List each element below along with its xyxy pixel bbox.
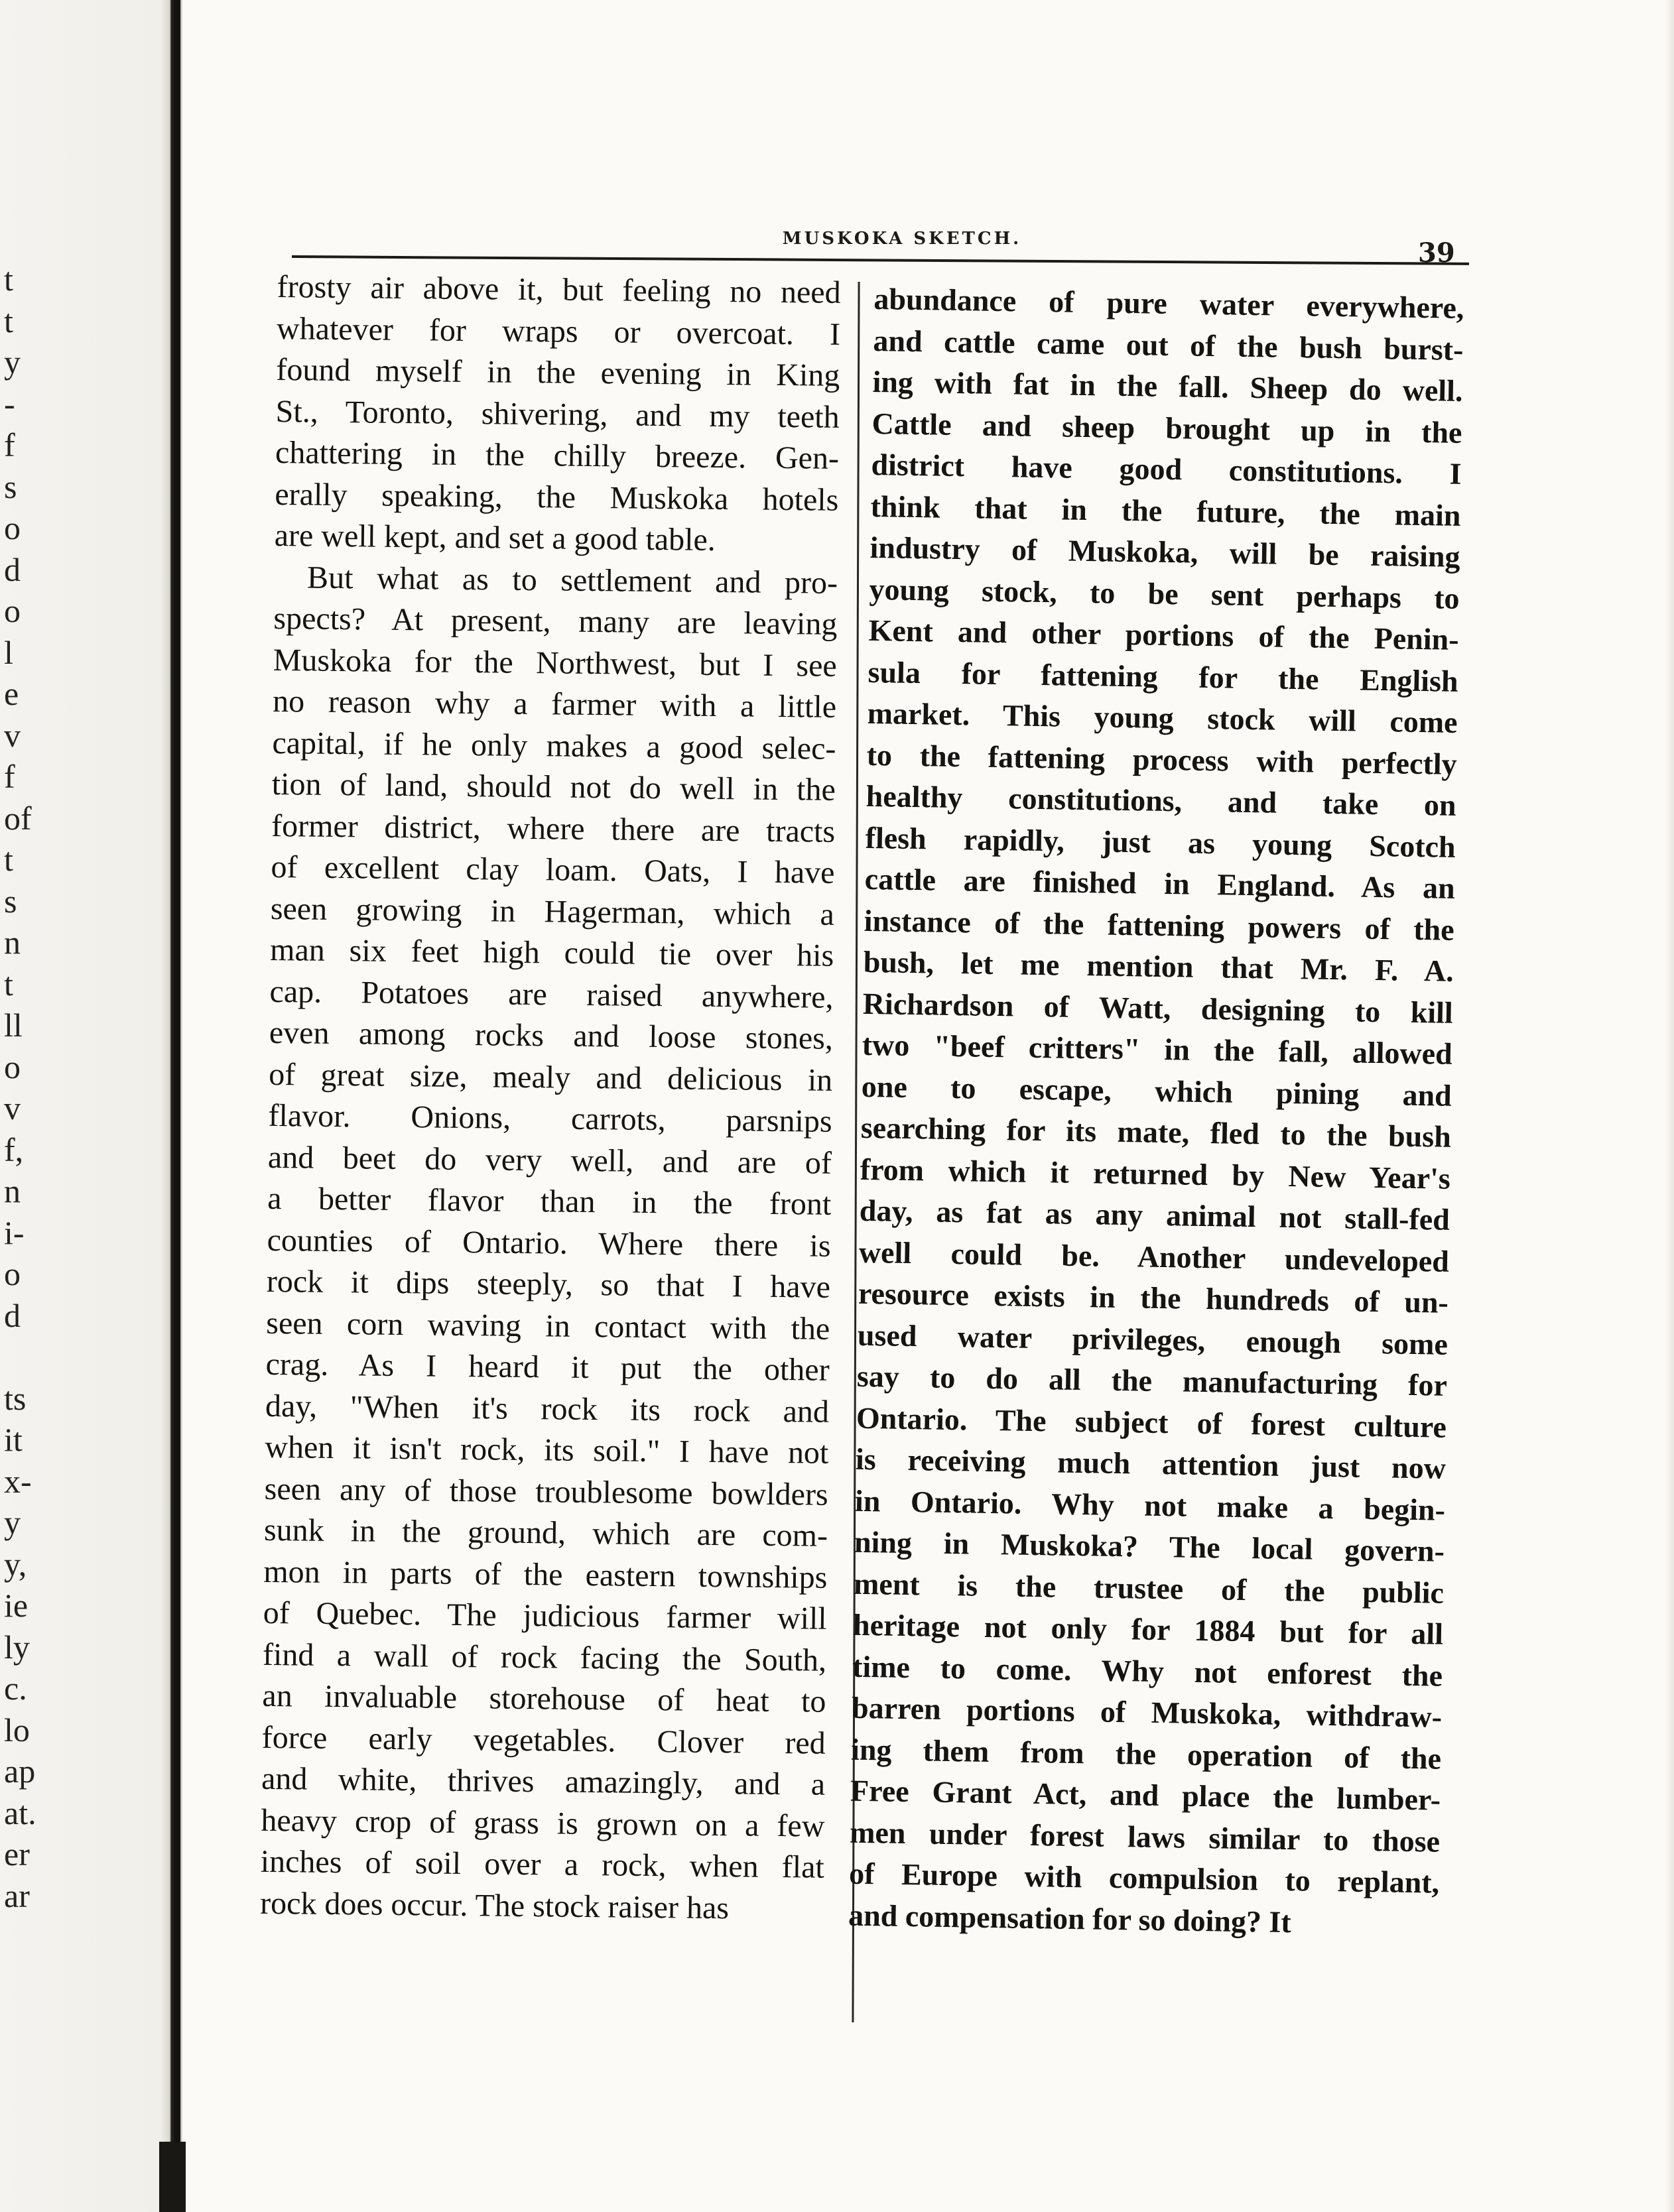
- text-line: even among rocks and loose stones,: [269, 1014, 834, 1056]
- text-line: men under forest laws similar to those: [849, 1815, 1441, 1859]
- text-line: a better flavor than in the front: [267, 1180, 832, 1222]
- text-line: sula for fattening for the English: [868, 654, 1458, 698]
- text-line: rock it dips steeply, so that I have: [266, 1263, 831, 1305]
- bleed-fragment: i-: [4, 1213, 25, 1251]
- text-line: capital, if he only makes a good selec-: [272, 725, 836, 767]
- bleed-fragment: at.: [4, 1794, 36, 1831]
- header-rule: [292, 255, 1469, 265]
- text-line: inches of soil over a rock, when flat: [260, 1843, 825, 1885]
- bleed-fragment: t: [4, 302, 13, 339]
- text-line: to the fattening process with perfectly: [866, 737, 1458, 781]
- spine-bottom-shadow: [159, 2142, 186, 2212]
- text-line: in Ontario. Why not make a begin-: [854, 1483, 1446, 1527]
- bleed-fragment: ie: [4, 1587, 29, 1624]
- text-line: is receiving much attention just now: [855, 1442, 1447, 1485]
- text-line: of Quebec. The judicious farmer will: [263, 1595, 827, 1636]
- text-line: heavy crop of grass is grown on a few: [261, 1802, 825, 1844]
- bleed-fragment: ap: [4, 1752, 36, 1790]
- text-line: tion of land, should not do well in the: [271, 766, 836, 808]
- bleed-fragment: y: [4, 1504, 21, 1541]
- bleed-fragment: v: [4, 1089, 21, 1127]
- bleed-fragment: x-: [4, 1462, 32, 1500]
- text-line: searching for its mate, fled to the bush: [860, 1110, 1452, 1154]
- page-number: 39: [1418, 237, 1455, 269]
- bleed-fragment: v: [4, 716, 21, 754]
- bleed-fragment: t: [4, 841, 13, 878]
- text-line: heritage not only for 1884 but for all: [852, 1607, 1444, 1651]
- text-line: cattle are finished in England. As an: [864, 861, 1456, 905]
- bleed-fragment: d: [4, 1296, 21, 1334]
- bleed-fragment: e: [4, 675, 19, 712]
- text-line: think that in the future, the main: [870, 489, 1461, 532]
- text-line: resource exists in the hundreds of un-: [858, 1276, 1449, 1320]
- text-line: Richardson of Watt, designing to kill: [862, 986, 1454, 1030]
- text-line: one to escape, which pining and: [861, 1069, 1452, 1113]
- bleed-fragment: ll: [4, 1007, 23, 1044]
- text-line: find a wall of rock facing the South,: [262, 1636, 827, 1678]
- bleed-fragment: ly: [4, 1628, 30, 1666]
- text-line: flavor. Onions, carrots, parsnips: [268, 1097, 832, 1139]
- text-line: day, as fat as any animal not stall-fed: [859, 1193, 1450, 1237]
- bleed-fragment: o: [4, 509, 21, 546]
- bleed-fragment: s: [4, 882, 17, 920]
- bleed-fragment: t: [4, 261, 13, 298]
- text-line: counties of Ontario. Where there is: [267, 1222, 831, 1264]
- book-spine-edge: [174, 0, 180, 2212]
- bleed-fragment: o: [4, 1255, 21, 1292]
- text-line: Cattle and sheep brought up in the: [871, 406, 1462, 450]
- bleed-fragment: of: [4, 799, 32, 837]
- text-line: market. This young stock will come: [867, 696, 1458, 739]
- text-line: flesh rapidly, just as young Scotch: [865, 820, 1456, 864]
- text-line: Muskoka for the Northwest, but I see: [273, 642, 838, 684]
- bleed-fragment: f,: [4, 1131, 24, 1168]
- text-line: young stock, to be sent perhaps to: [869, 572, 1460, 615]
- text-line: and white, thrives amazingly, and a: [261, 1760, 826, 1802]
- right-text-column: [848, 278, 1464, 1945]
- bleed-fragment: s: [4, 467, 17, 505]
- text-line: seen growing in Hagerman, which a: [270, 891, 835, 932]
- text-line: ing with fat in the fall. Sheep do well.: [872, 364, 1463, 408]
- bleed-fragment: -: [4, 385, 15, 422]
- text-line: Ontario. The subject of forest culture: [856, 1400, 1447, 1444]
- bleed-fragment: y: [4, 343, 21, 381]
- text-line: frosty air above it, but feeling no need: [277, 269, 841, 310]
- text-line: of excellent clay loam. Oats, I have: [271, 849, 835, 891]
- text-line: day, "When it's rock its rock and: [265, 1388, 830, 1430]
- text-line: rock does occur. The stock raiser has: [259, 1885, 730, 1926]
- text-line: erally speaking, the Muskoka hotels: [275, 476, 839, 518]
- text-line: of Europe with compulsion to replant,: [848, 1856, 1440, 1900]
- bleed-fragment: ts: [4, 1379, 27, 1417]
- bleed-fragment: l: [4, 633, 13, 671]
- text-line: district have good constitutions. I: [871, 447, 1462, 491]
- text-line: say to do all the manufacturing for: [856, 1359, 1448, 1402]
- text-line: Kent and other portions of the Penin-: [868, 613, 1459, 656]
- page-right-edge: [1665, 0, 1674, 2212]
- text-line: ing them from the operation of the: [850, 1732, 1442, 1776]
- text-line: and beet do very well, and are of: [267, 1139, 832, 1181]
- bleed-fragment: n: [4, 924, 21, 961]
- facing-page-bleed-text: [0, 259, 46, 1916]
- text-line: whatever for wraps or overcoat. I: [276, 310, 841, 352]
- text-line: well could be. Another undeveloped: [858, 1235, 1450, 1278]
- text-line: former district, where there are tracts: [271, 808, 836, 849]
- text-line: ment is the trustee of the public: [853, 1566, 1445, 1610]
- bleed-fragment: y,: [4, 1545, 27, 1583]
- text-line: an invaluable storehouse of heat to: [262, 1678, 826, 1719]
- text-line: St., Toronto, shivering, and my teeth: [275, 393, 840, 435]
- text-line: two "beef critters" in the fall, allowed: [862, 1027, 1453, 1071]
- text-line: time to come. Why not enforest the: [852, 1649, 1443, 1693]
- text-line: force early vegetables. Clover red: [261, 1719, 826, 1761]
- bleed-fragment: n: [4, 1172, 21, 1209]
- bleed-fragment: c.: [4, 1670, 27, 1707]
- text-line: abundance of pure water everywhere,: [873, 281, 1464, 325]
- bleed-fragment: f: [4, 758, 15, 795]
- bleed-fragment: o: [4, 1048, 21, 1085]
- text-line: are well kept, and set a good table.: [274, 517, 716, 558]
- text-line: and compensation for so doing? It: [848, 1898, 1292, 1939]
- text-line: found myself in the evening in King: [276, 351, 840, 393]
- text-line: ning in Muskoka? The local govern-: [854, 1524, 1445, 1568]
- text-line: and cattle came out of the bush burst-: [873, 323, 1464, 367]
- text-line: man six feet high could tie over his: [269, 932, 834, 973]
- bleed-fragment: lo: [4, 1711, 30, 1749]
- text-line: healthy constitutions, and take on: [866, 778, 1457, 822]
- text-line: sunk in the ground, which are com-: [263, 1512, 828, 1554]
- bleed-fragment: ar: [4, 1876, 30, 1914]
- text-line: bush, let me mention that Mr. F. A.: [863, 944, 1454, 988]
- text-line: But what as to settlement and pro-: [306, 559, 838, 601]
- text-line: seen corn waving in contact with the: [266, 1305, 830, 1347]
- text-line: cap. Potatoes are raised anywhere,: [269, 973, 834, 1015]
- left-text-column: [260, 267, 841, 1930]
- text-line: industry of Muskoka, will be raising: [869, 530, 1460, 574]
- text-line: no reason why a farmer with a little: [272, 683, 837, 725]
- text-line: crag. As I heard it put the other: [265, 1346, 830, 1388]
- text-line: barren portions of Muskoka, withdraw-: [851, 1690, 1443, 1734]
- text-line: chattering in the chilly breeze. Gen-: [275, 434, 840, 476]
- bleed-fragment: er: [4, 1835, 30, 1873]
- bleed-fragment: o: [4, 592, 21, 629]
- text-line: of great size, mealy and delicious in: [268, 1056, 833, 1098]
- text-line: Free Grant Act, and place the lumber-: [850, 1773, 1441, 1817]
- bleed-fragment: d: [4, 550, 21, 588]
- bleed-fragment: it: [4, 1421, 23, 1458]
- text-line: spects? At present, many are leaving: [273, 600, 838, 642]
- text-line: seen any of those troublesome bowlders: [264, 1471, 828, 1512]
- text-line: when it isn't rock, its soil." I have not: [265, 1429, 829, 1471]
- bleed-fragment: [0, 1336, 46, 1378]
- text-line: from which it returned by New Year's: [860, 1152, 1451, 1196]
- text-line: used water privileges, enough some: [857, 1318, 1449, 1361]
- bleed-fragment: t: [4, 965, 13, 1003]
- text-line: instance of the fattening powers of the: [864, 903, 1455, 947]
- text-line: mon in parts of the eastern townships: [263, 1554, 828, 1595]
- bleed-fragment: f: [4, 426, 15, 463]
- running-head: MUSKOKA SKETCH.: [782, 229, 1022, 249]
